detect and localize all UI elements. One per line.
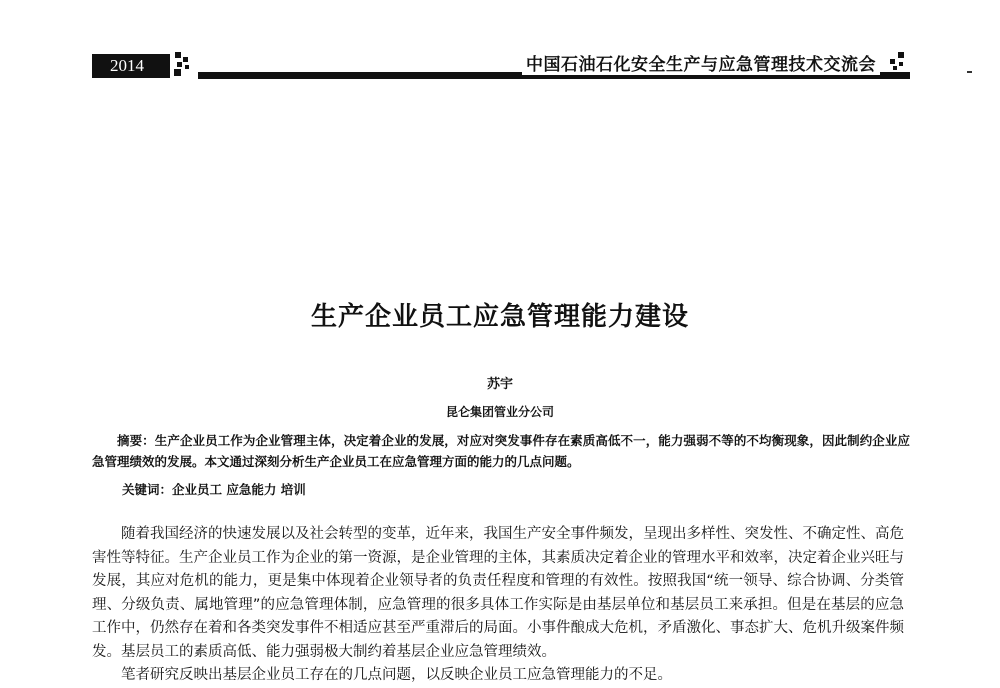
body-paragraph: 随着我国经济的快速发展以及社会转型的变革，近年来，我国生产安全事件频发，呈现出多样性、突发性、不确定性、高危害性等特征。生产企业员工作为企业的第一资源，是企业管理的主体，其素质决定着企业的管理水平和效率，决定着企业兴旺与发展，其应对危机的能力，更是集中体现着企业领导者的负责任程度和管理的有效性。按照我国“统一领导、综合协调、分类管理、分级负责、属地管理”的应急管理体制，应急管理的很多具体工作实际是由基层单位和基层员工来承担。但是在基层的应急工作中，仍然存在着和各类突发事件不相适应甚至严重滞后的局面。小事件酿成大危机，矛盾激化、事态扩大、危机升级案件频发。基层员工的素质高低、能力强弱极大制约着基层企业应急管理绩效。 <box>92 526 904 660</box>
scan-mark <box>967 71 972 73</box>
article-affiliation: 昆仑集团管业分公司 <box>445 405 554 419</box>
keywords: 关键词：企业员工 应急能力 培训 <box>122 482 306 497</box>
journal-title: 中国石油石化安全生产与应急管理技术交流会 <box>522 50 880 75</box>
year-label: 2014 <box>92 54 170 78</box>
decorative-squares-icon <box>884 50 910 72</box>
article-author: 苏宇 <box>486 377 513 392</box>
body-paragraph: 笔者研究反映出基层企业员工存在的几点问题，以反映企业员工应急管理能力的不足。 <box>121 667 672 683</box>
abstract <box>92 430 910 472</box>
article-title: 生产企业员工应急管理能力建设 <box>310 302 689 332</box>
abstract-text: 摘要：生产企业员工作为企业管理主体，决定着企业的发展，对应对突发事件存在素质高低不一，能力强弱不等的不均衡现象，因此制约企业应急管理绩效的发展。本文通过深刻分析生产企业员工在应急管理方面的能力的几点问题。 <box>92 433 910 469</box>
running-header <box>92 50 910 80</box>
article-body <box>92 523 904 688</box>
